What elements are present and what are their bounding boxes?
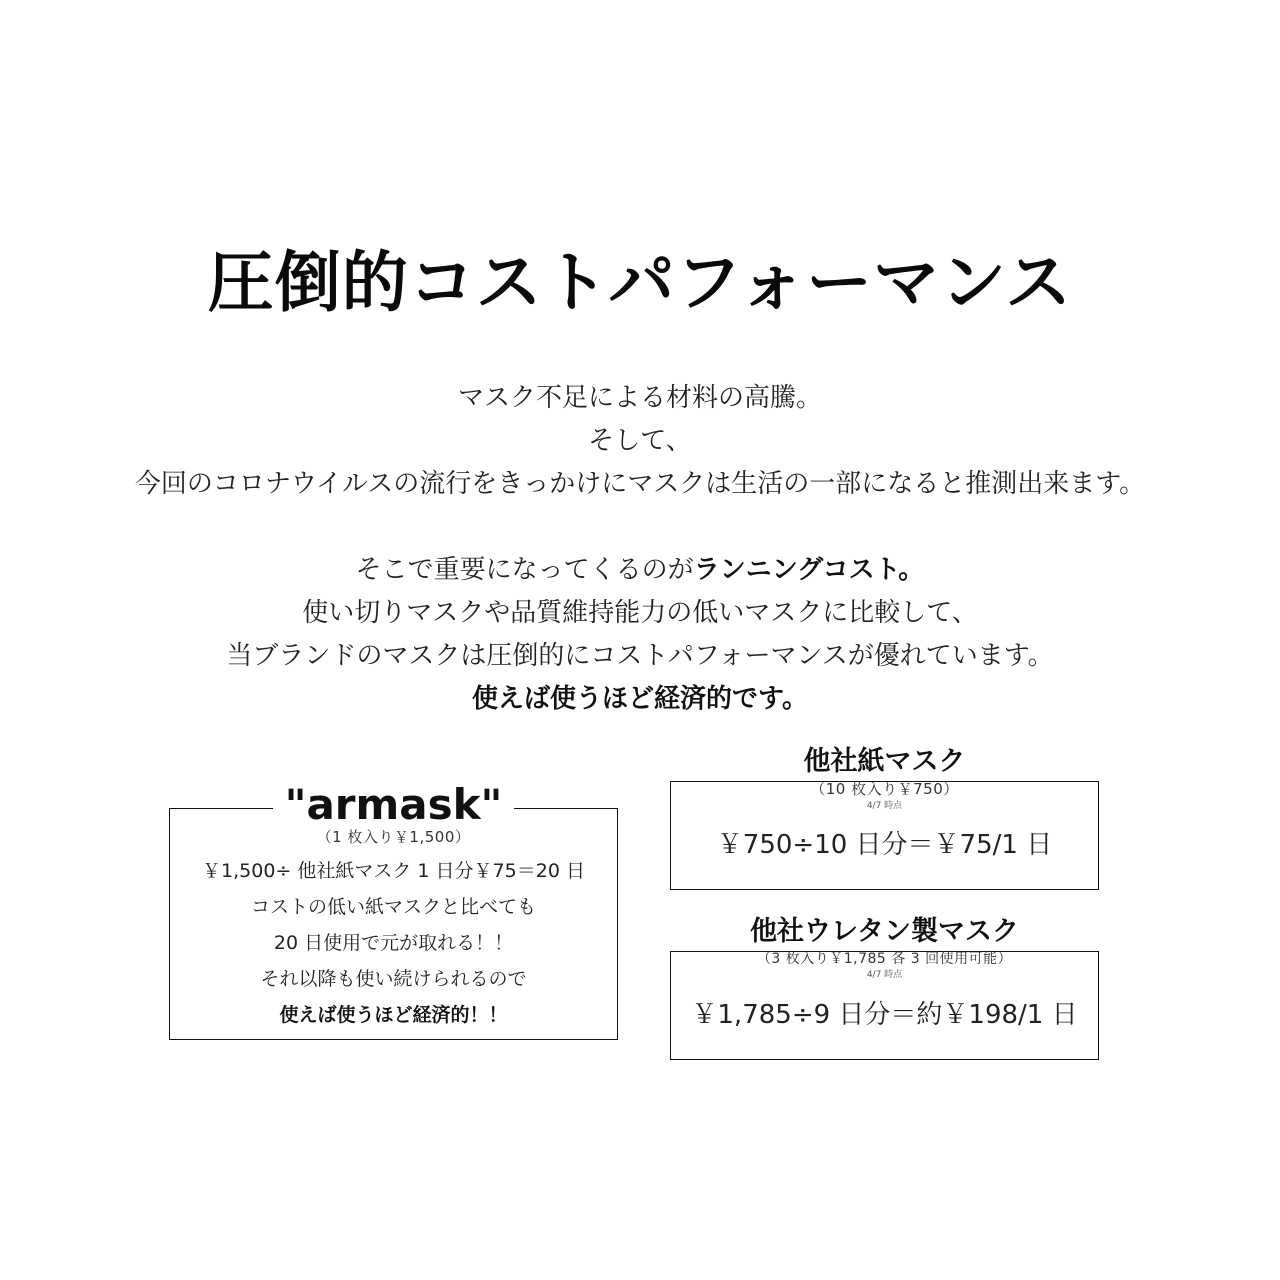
paper-mask-formula: ￥750÷10 日分＝￥75/1 日 [716,830,1053,860]
urethane-mask-subtitle: （3 枚入り￥1,785 各 3 回使用可能） [756,951,1013,967]
urethane-mask-formula: ￥1,785÷9 日分＝約￥198/1 日 [691,1000,1078,1030]
urethane-mask-title-text: 他社ウレタン製マスク [738,916,1031,947]
armask-line: ￥1,500÷ 他社紙マスク 1 日分￥75＝20 日 [202,860,585,882]
armask-line: それ以降も使い続けられるので [260,968,527,990]
intro-line: 使い切りマスクや品質維持能力の低いマスクに比較して、 [302,598,978,628]
urethane-mask-cost-box [670,916,1099,1060]
paper-mask-title-text: 他社紙マスク [792,746,978,777]
intro-line [0,549,1280,592]
paper-mask-cost-box [670,746,1099,890]
page-title: 圧倒的コストパフォーマンス [207,244,1073,321]
paper-mask-date: 4/7 時点 [866,801,903,811]
economy-emphasis: 使えば使うほど経済的です。 [472,684,808,714]
intro-line: マスク不足による材料の高騰。 [457,383,822,413]
intro-text [0,377,1280,721]
armask-title [170,779,617,831]
paper-mask-title [671,742,1098,782]
armask-cost-box [169,780,618,1040]
intro-text-plain: そこで重要になってくるのが [355,555,694,585]
armask-title-text: "armask" [273,780,515,829]
armask-subtitle: （1 枚入り￥1,500） [316,828,471,846]
urethane-mask-title [671,912,1098,952]
intro-line: そして、 [588,426,692,456]
paragraph-gap [0,506,1280,549]
running-cost-emphasis: ランニングコスト。 [693,555,925,585]
intro-line: 今回のコロナウイルスの流行をきっかけにマスクは生活の一部になると推測出来ます。 [134,469,1146,499]
armask-line: 20 日使用で元が取れる！！ [273,932,514,954]
intro-line [0,678,1280,721]
armask-line: 使えば使うほど経済的！！ [279,1004,508,1026]
paper-mask-subtitle: （10 枚入り￥750） [810,780,959,798]
armask-line: コストの低い紙マスクと比べても [250,896,536,918]
urethane-mask-date: 4/7 時点 [866,970,903,980]
armask-description [170,853,617,1033]
intro-line: 当ブランドのマスクは圧倒的にコストパフォーマンスが優れています。 [226,641,1054,671]
